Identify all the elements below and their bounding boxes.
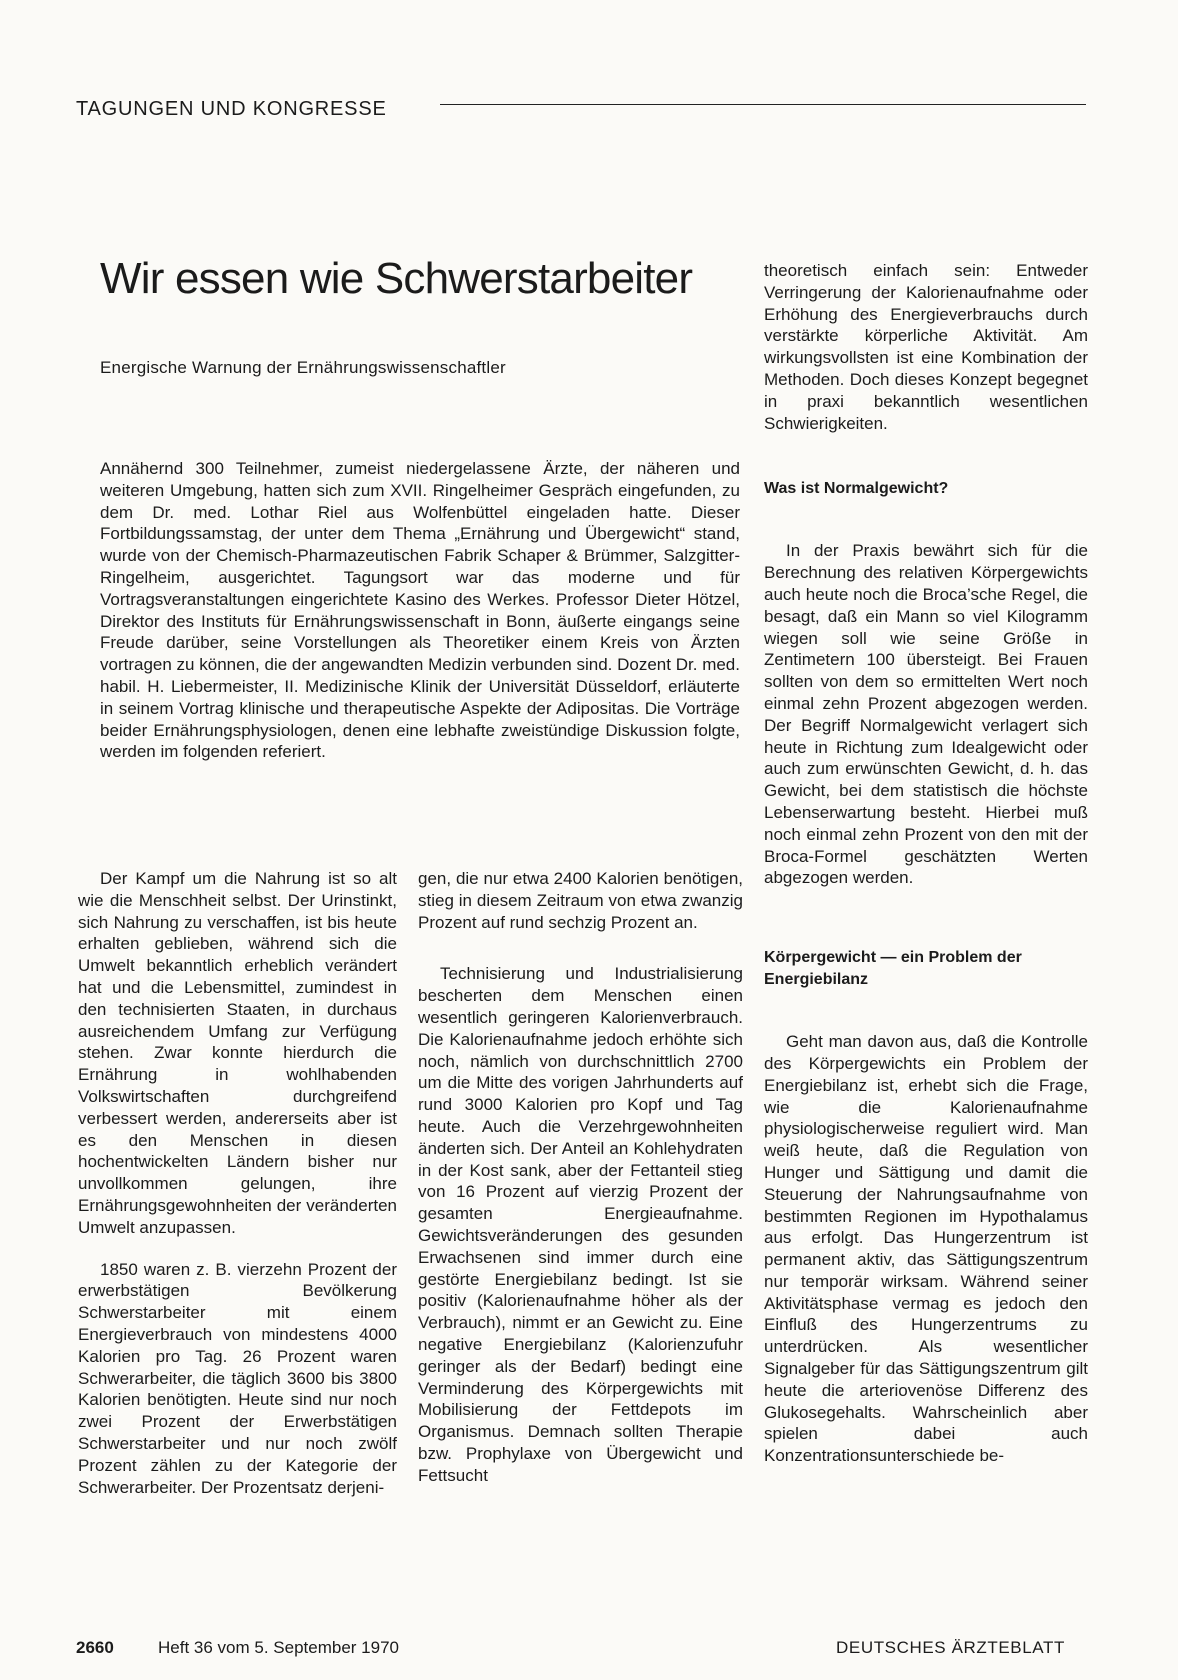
header-rule [440, 104, 1086, 105]
col3-paragraph-2: In der Praxis bewährt sich für die Berechnung des relativen Körpergewichts auch heute noch die Broca’sche Regel, die besagt, daß ein Mann so viel Kilogramm wiegen soll wie seine Größe in Zentimetern 100 übersteigt. Bei Frauen sollten von dem so ermittelten Wert noch einmal zehn Prozent abgezogen werden. Der Begriff Normalgewicht verlagert sich heute in Richtung zum Idealgewicht oder auch zum erwünschten Gewicht, d. h. das Gewicht, bei dem statistisch die höchste Lebenserwartung besteht. Hierbei muß noch einmal zehn Prozent von den mit der Broca-Formel geschätzten Werten abgezogen werden. [764, 541, 1088, 888]
col1-paragraph-1: Der Kampf um die Nahrung ist so alt wie die Menschheit selbst. Der Urinstinkt, sich Nahrung zu verschaffen, ist bis heute erhalten geblieben, während sich die Umwelt bekanntlich erheblich verändert hat und die Lebensmittel, zumindest in den technisierten Staaten, in durchaus ausreichendem Umfang zur Verfügung stehen. Zwar konnte hierdurch die Ernährung in wohlhabenden Volkswirtschaften durchgreifend verbessert werden, andererseits aber ist es den Menschen in diesen hochentwickelten Ländern bisher nur unvollkommen gelungen, ihre Ernährungsgewohnheiten der veränderten Umwelt anzupassen. [78, 869, 397, 1237]
subheading-energiebilanz: Körpergewicht — ein Problem der Energiebilanz [764, 949, 1022, 989]
issue-info: Heft 36 vom 5. September 1970 [158, 1638, 399, 1657]
col2-paragraph-2: Technisierung und Industrialisierung bescherten dem Menschen einen wesentlich geringeren Kalorienverbrauch. Die Kalorienaufnahme jedoch erhöhte sich noch, nämlich von durchschnittlich 2700 um die Mitte des vorigen Jahrhunderts auf rund 3000 Kalorien pro Kopf und Tag heute. Auch die Verzehrgewohnheiten änderten sich. Der Anteil an Kohlehydraten in der Kost sank, aber der Fettanteil stieg von 16 Prozent auf vierzig Prozent der gesamten Energieaufnahme. Gewichtsveränderungen des gesunden Erwachsenen sind immer durch eine gestörte Energiebilanz bedingt. Ist sie positiv (Kalorienaufnahme höher als der Verbrauch), nimmt er an Gewicht zu. Eine negative Energiebilanz (Kalorienzufuhr geringer als der Bedarf) bedingt eine Verminderung des Körpergewichts mit Mobilisierung der Fettdepots im Organismus. Demnach sollten Therapie bzw. Prophylaxe von Übergewicht und Fettsucht [418, 964, 743, 1485]
col3-paragraph-1: theoretisch einfach sein: Entweder Verringerung der Kalorienaufnahme oder Erhöhung des Energieverbrauchs durch verstärkte körperliche Aktivität. Am wirkungsvollsten ist eine Kombination der Methoden. Doch dieses Konzept begegnet in praxi bekanntlich wesentlichen Schwierigkeiten. [764, 261, 1088, 433]
column-2 [418, 868, 743, 1487]
page-number: 2660 [76, 1638, 114, 1657]
section-label: TAGUNGEN UND KONGRESSE [76, 98, 387, 120]
column-3 [764, 260, 1088, 1467]
article-title: Wir essen wie Schwerstarbeiter [100, 254, 693, 303]
journal-name: DEUTSCHES ÄRZTEBLATT [836, 1638, 1065, 1657]
article-subtitle: Energische Warnung der Ernährungswissenschaftler [100, 358, 506, 377]
col1-paragraph-2: 1850 waren z. B. vierzehn Prozent der erwerbstätigen Bevölkerung Schwerstarbeiter mit einem Energieverbrauch von mindestens 4000 Kalorien pro Tag. 26 Prozent waren Schwerarbeiter, die täglich 3600 bis 3800 Kalorien benötigten. Heute sind nur noch zwei Prozent der Erwerbstätigen Schwerstarbeiter und nur noch zwölf Prozent zählen zu der Kategorie der Schwerarbeiter. Der Prozentsatz derjeni- [78, 1259, 397, 1497]
col3-paragraph-3: Geht man davon aus, daß die Kontrolle des Körpergewichts ein Problem der Energiebilanz ist, erhebt sich die Frage, wie die Kalorienaufnahme physiologischerweise reguliert wird. Man weiß heute, daß die Regulation von Hunger und Sättigung und damit die Steuerung der Nahrungsaufnahme von bestimmten Regionen im Hypothalamus aus erfolgt. Das Hungerzentrum ist permanent aktiv, das Sättigungszentrum nur temporär wirksam. Während seiner Aktivitätsphase vermag es jedoch den Einfluß des Hungerzentrums zu unterdrücken. Als wesentlicher Signalgeber für das Sättigungszentrum gilt heute die arteriovenöse Differenz des Glukosegehalts. Wahrscheinlich aber spielen dabei auch Konzentrationsunterschiede be- [764, 1032, 1088, 1466]
column-1 [78, 868, 397, 1498]
subheading-normalgewicht: Was ist Normalgewicht? [764, 480, 949, 498]
lead-paragraph: Annähernd 300 Teilnehmer, zumeist niedergelassene Ärzte, der näheren und weiteren Umgebung, hatten sich zum XVII. Ringelheimer Gespräch eingefunden, zu dem Dr. med. Lothar Riel aus Wolfenbüttel eingeladen hatte. Dieser Fortbildungssamstag, der unter dem Thema „Ernährung und Übergewicht“ stand, wurde von der Chemisch-Pharmazeutischen Fabrik Schaper & Brümmer, Salzgitter-Ringelheim, ausgerichtet. Tagungsort war das moderne und für Vortragsveranstaltungen eingerichtete Kasino des Werkes. Professor Dieter Hötzel, Direktor des Instituts für Ernährungswissenschaft in Bonn, äußerte eingangs seine Freude darüber, seine Vorstellungen als Theoretiker einem Kreis von Ärzten vortragen zu können, die der angewandten Medizin verbunden sind. Dozent Dr. med. habil. H. Liebermeister, II. Medizinische Klinik der Universität Düsseldorf, erläuterte in seinem Vortrag klinische und therapeutische Aspekte der Adipositas. Die Vorträge beider Ernährungsphysiologen, denen eine lebhafte zweistündige Diskussion folgte, werden im folgenden referiert. [100, 459, 740, 762]
col2-paragraph-1: gen, die nur etwa 2400 Kalorien benötigen, stieg in diesem Zeitraum von etwa zwanzig Prozent auf rund sechzig Prozent an. [418, 869, 743, 932]
